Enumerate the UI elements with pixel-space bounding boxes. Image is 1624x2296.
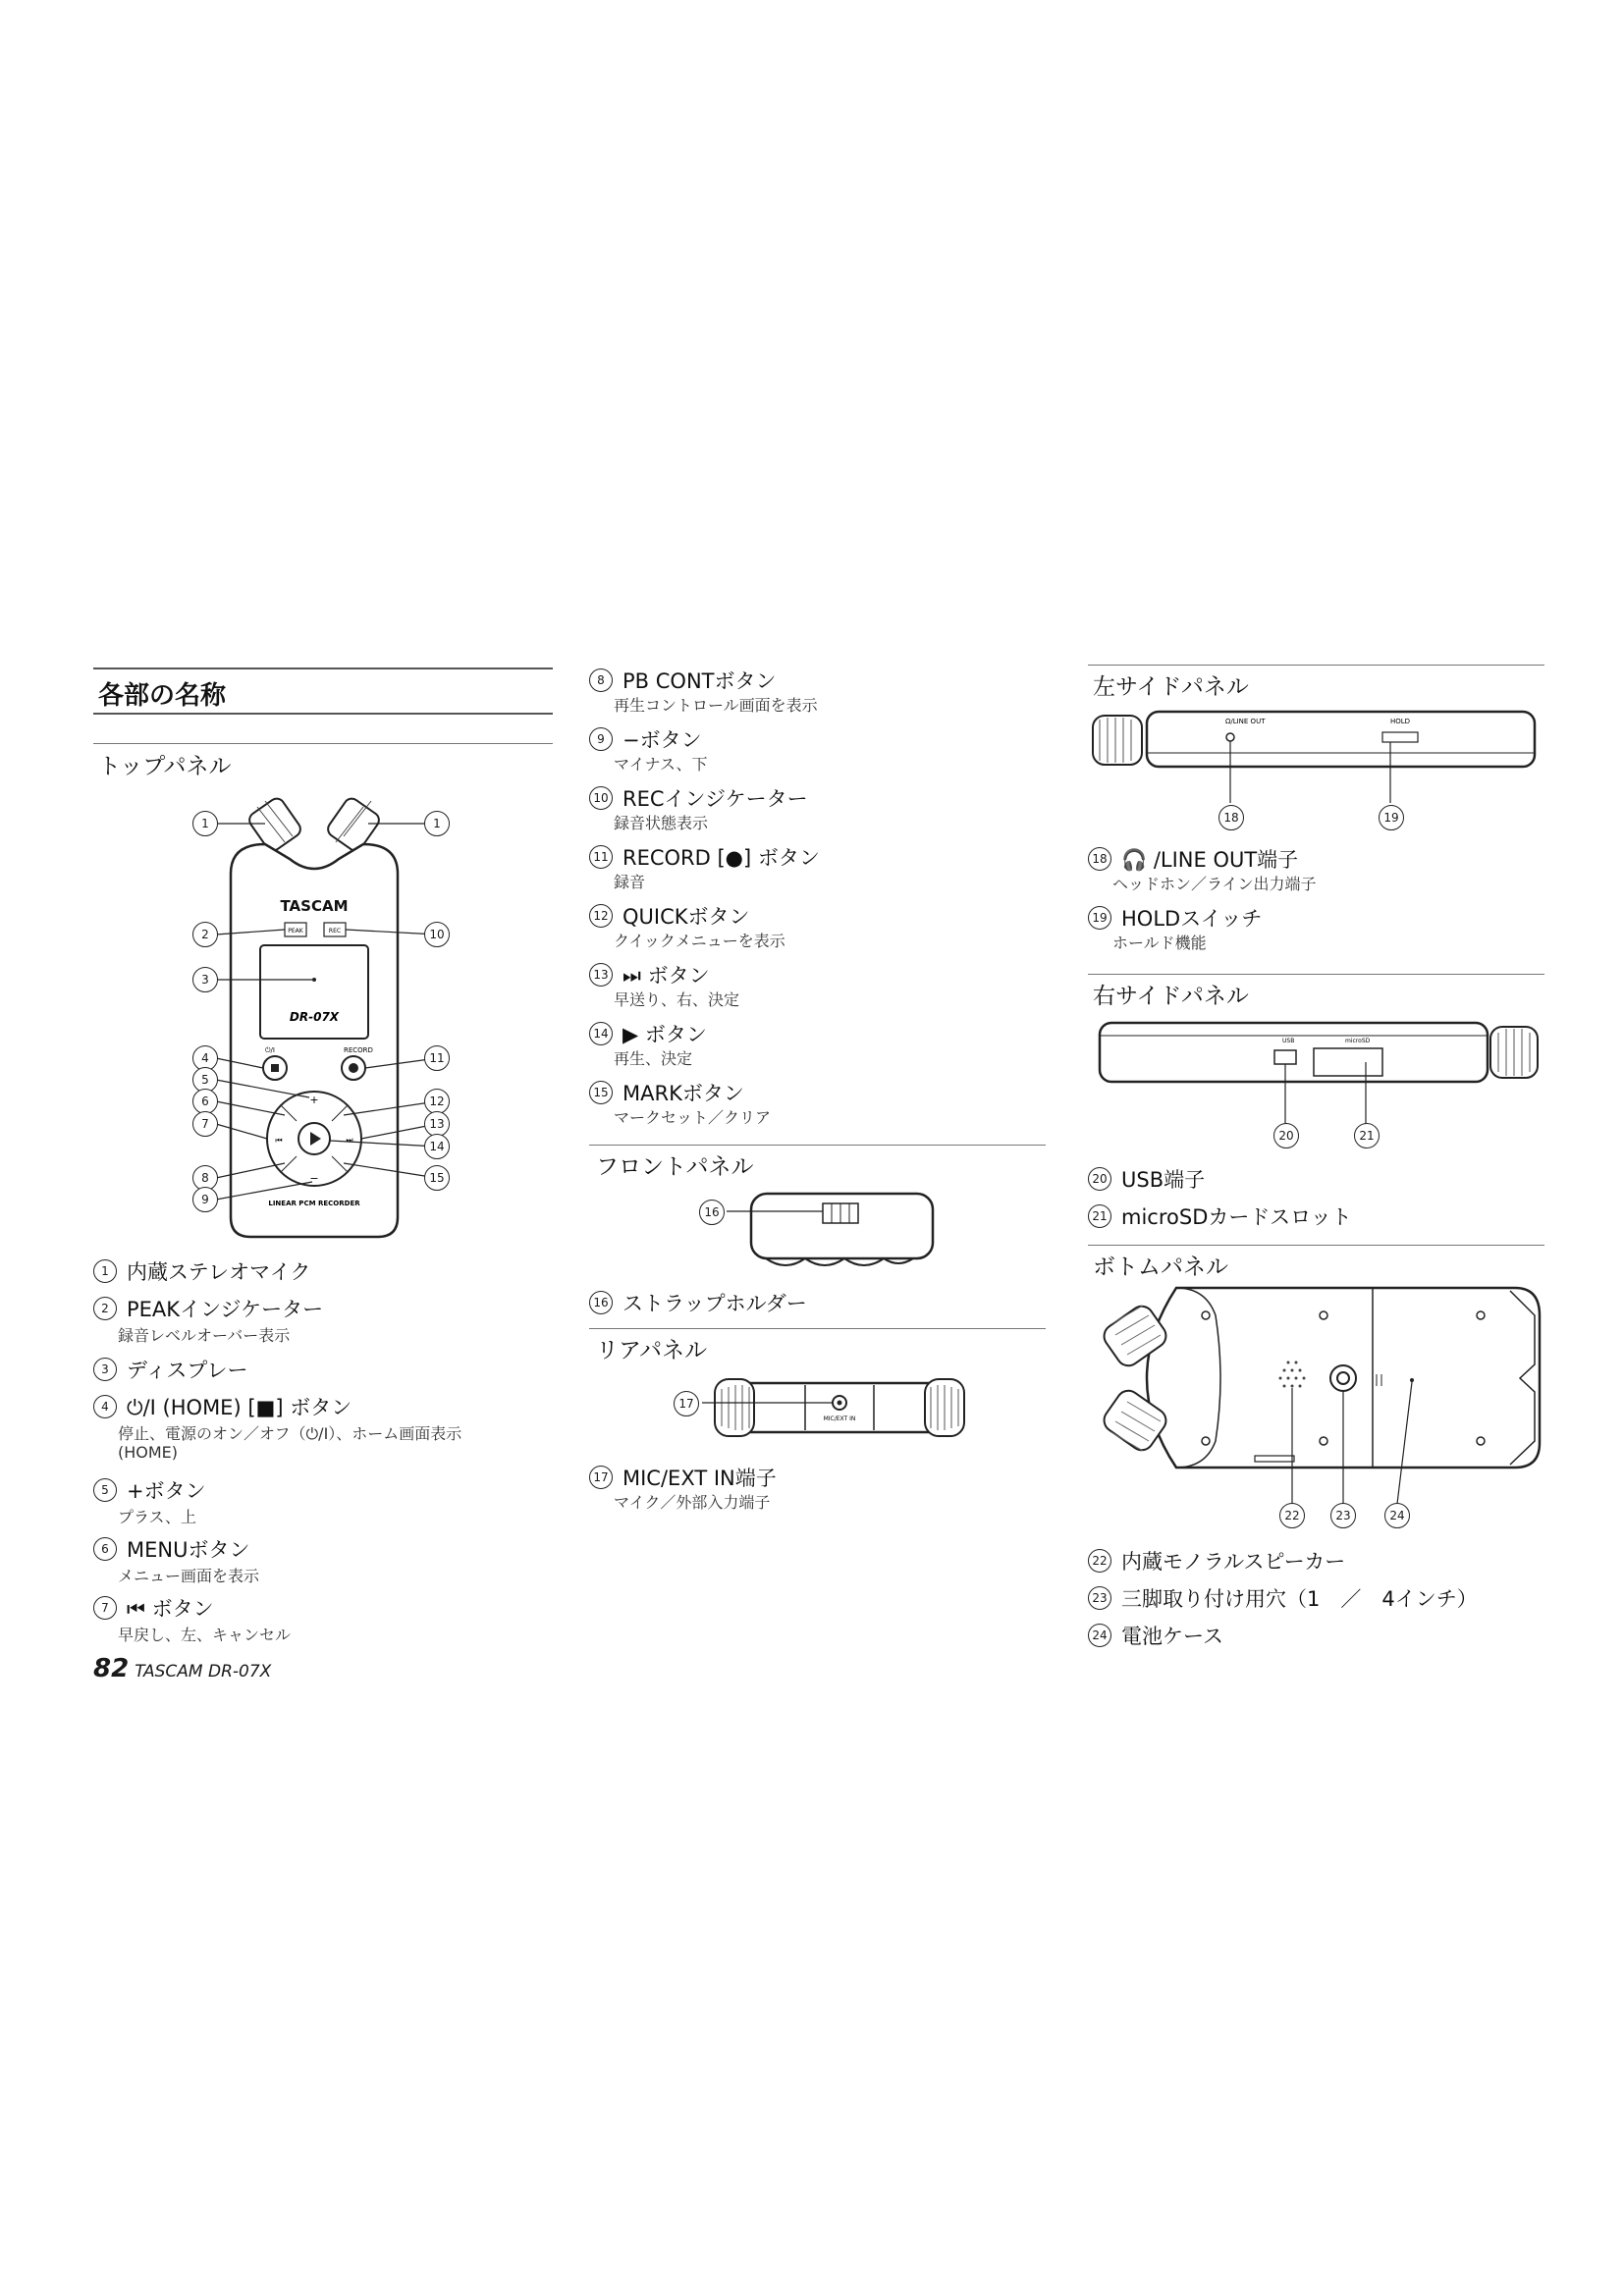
item-9: 9 −ボタン xyxy=(589,724,702,754)
right-side-illustration xyxy=(1088,1011,1544,1148)
item-13-desc: 早送り、右、決定 xyxy=(614,990,740,1009)
item-24: 24 電池ケース xyxy=(1088,1621,1223,1650)
callout-21: 21 xyxy=(1354,1123,1380,1148)
item-20: 20 USB端子 xyxy=(1088,1164,1205,1194)
item-12: 12 QUICKボタン xyxy=(589,901,750,931)
callout-5: 5 xyxy=(192,1067,218,1093)
item-22: 22 内蔵モノラルスピーカー xyxy=(1088,1546,1345,1575)
page-title: 各部の名称 xyxy=(98,681,227,711)
footer-brand: TASCAM DR-07X xyxy=(135,1662,272,1682)
item-16: 16 ストラップホルダー xyxy=(589,1288,807,1317)
item-11-desc: 録音 xyxy=(614,873,646,891)
device-bottom-label: LINEAR PCM RECORDER xyxy=(268,1200,360,1207)
item-4-desc: 停止、電源のオン／オフ（⏻/I）、ホーム画面表示 xyxy=(118,1424,462,1443)
front-panel-rule xyxy=(589,1145,1046,1146)
phones-label: Ω/LINE OUT xyxy=(1225,718,1266,725)
front-panel-illustration xyxy=(687,1186,943,1274)
item-11: 11 RECORD [●] ボタン xyxy=(589,842,820,872)
callout-15: 15 xyxy=(424,1165,450,1191)
usb-label: USB xyxy=(1282,1038,1295,1044)
callout-18: 18 xyxy=(1218,805,1244,830)
left-side-illustration xyxy=(1088,702,1544,829)
callout-8: 8 xyxy=(192,1165,218,1191)
record-label: RECORD xyxy=(344,1046,373,1054)
rear-panel-heading: リアパネル xyxy=(596,1338,708,1363)
item-4: 4 ⏻/I (HOME) [■] ボタン xyxy=(93,1392,352,1421)
page-number: 82 xyxy=(93,1654,130,1683)
item-2-desc: 録音レベルオーバー表示 xyxy=(118,1326,291,1345)
item-9-desc: マイナス、下 xyxy=(614,755,708,774)
device-brand: TASCAM xyxy=(280,897,349,915)
svg-text:⏭: ⏭ xyxy=(346,1136,353,1145)
item-13: 13 ⏭ ボタン xyxy=(589,960,710,989)
callout-23: 23 xyxy=(1330,1503,1356,1528)
front-panel-heading: フロントパネル xyxy=(596,1154,754,1180)
callout-1b: 1 xyxy=(424,811,450,836)
item-23: 23 三脚取り付け用穴（1 ／ 4インチ） xyxy=(1088,1583,1478,1613)
top-panel-heading: トップパネル xyxy=(98,754,232,779)
item-19: 19 HOLDスイッチ xyxy=(1088,903,1262,933)
callout-10: 10 xyxy=(424,922,450,947)
item-4-desc2: (HOME) xyxy=(118,1443,179,1462)
callout-14: 14 xyxy=(424,1134,450,1159)
right-side-heading: 右サイドパネル xyxy=(1093,984,1249,1009)
item-7: 7 ⏮ ボタン xyxy=(93,1593,214,1623)
hold-label: HOLD xyxy=(1390,718,1411,725)
callout-22: 22 xyxy=(1279,1503,1305,1528)
callout-13: 13 xyxy=(424,1111,450,1137)
bottom-panel-heading: ボトムパネル xyxy=(1093,1255,1228,1280)
item-18-desc: ヘッドホン／ライン出力端子 xyxy=(1112,875,1317,893)
bottom-panel-illustration xyxy=(1088,1276,1544,1531)
right-side-rule xyxy=(1088,974,1544,975)
item-3: 3 ディスプレー xyxy=(93,1355,247,1384)
home-label: ⏻/I xyxy=(265,1046,275,1054)
title-rule-top xyxy=(93,667,553,669)
item-21: 21 microSDカードスロット xyxy=(1088,1201,1352,1231)
rear-panel-illustration xyxy=(668,1369,982,1448)
item-15: 15 MARKボタン xyxy=(589,1078,744,1107)
sd-label: microSD xyxy=(1345,1038,1371,1044)
item-1: 1 内蔵ステレオマイク xyxy=(93,1256,310,1286)
item-6-desc: メニュー画面を表示 xyxy=(118,1567,260,1585)
item-15-desc: マークセット／クリア xyxy=(614,1108,772,1127)
callout-20: 20 xyxy=(1273,1123,1299,1148)
callout-2: 2 xyxy=(192,922,218,947)
top-panel-rule xyxy=(93,743,553,744)
callout-11: 11 xyxy=(424,1045,450,1071)
item-5: 5 +ボタン xyxy=(93,1475,206,1505)
title-rule-bottom xyxy=(93,713,553,715)
peak-label: PEAK xyxy=(288,928,303,934)
page-footer xyxy=(93,1654,271,1683)
item-14-desc: 再生、決定 xyxy=(614,1049,693,1068)
callout-19: 19 xyxy=(1379,805,1404,830)
callout-17: 17 xyxy=(674,1391,699,1416)
item-10: 10 RECインジケーター xyxy=(589,783,808,813)
item-14: 14 ▶ ボタン xyxy=(589,1019,707,1048)
callout-3: 3 xyxy=(192,967,218,992)
item-7-desc: 早戻し、左、キャンセル xyxy=(118,1626,292,1644)
bottom-panel-rule xyxy=(1088,1245,1544,1246)
item-8-desc: 再生コントロール画面を表示 xyxy=(614,696,818,715)
item-17-desc: マイク／外部入力端子 xyxy=(614,1493,771,1512)
callout-9: 9 xyxy=(192,1187,218,1212)
left-side-rule xyxy=(1088,665,1544,666)
svg-text:+: + xyxy=(309,1094,319,1106)
callout-24: 24 xyxy=(1384,1503,1410,1528)
device-model: DR-07X xyxy=(289,1010,340,1024)
left-side-heading: 左サイドパネル xyxy=(1093,674,1249,700)
rec-label: REC xyxy=(328,928,342,934)
callout-12: 12 xyxy=(424,1089,450,1114)
item-12-desc: クイックメニューを表示 xyxy=(614,932,785,950)
callout-6: 6 xyxy=(192,1089,218,1114)
callout-7: 7 xyxy=(192,1111,218,1137)
item-2: 2 PEAKインジケーター xyxy=(93,1294,323,1323)
item-10-desc: 録音状態表示 xyxy=(614,814,709,832)
callout-16: 16 xyxy=(699,1200,725,1225)
item-18: 18 🎧 /LINE OUT端子 xyxy=(1088,844,1298,874)
rear-panel-rule xyxy=(589,1328,1046,1329)
svg-text:⏮: ⏮ xyxy=(275,1136,283,1145)
item-6: 6 MENUボタン xyxy=(93,1534,249,1564)
item-8: 8 PB CONTボタン xyxy=(589,666,776,695)
rear-jack-label: MIC/EXT IN xyxy=(823,1415,856,1422)
callout-1a: 1 xyxy=(192,811,218,836)
item-17: 17 MIC/EXT IN端子 xyxy=(589,1463,777,1492)
item-19-desc: ホールド機能 xyxy=(1112,934,1207,952)
item-5-desc: プラス、上 xyxy=(118,1508,197,1526)
callout-4: 4 xyxy=(192,1045,218,1071)
svg-text:−: − xyxy=(309,1172,319,1185)
